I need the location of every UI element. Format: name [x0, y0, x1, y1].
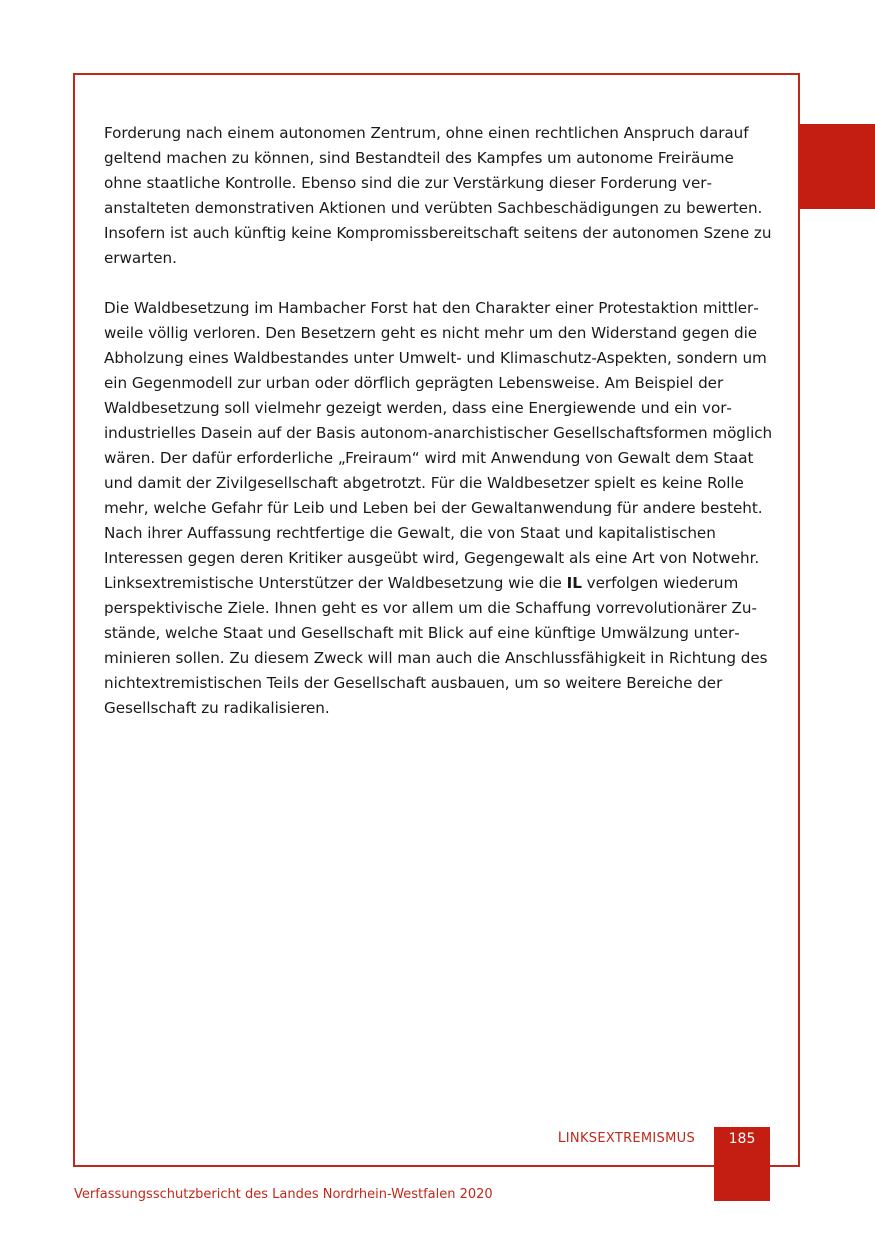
chapter-tab-marker [799, 124, 875, 209]
footer-publication-title: Verfassungsschutzbericht des Landes Nordrhein-Westfalen 2020 [74, 1187, 493, 1202]
section-label [558, 1130, 695, 1146]
section-label-initial: L [557, 1130, 566, 1146]
paragraph-2 [104, 296, 776, 721]
section-label-rest: INKSEXTREMISMUS [565, 1131, 695, 1146]
paragraph-2-part-2: verfolgen wiederum perspektivische Ziele. Ihnen geht es vor allem um die Schaffung vorrevolutionärer Zustände, welche Staat und Gesellschaft mit Blick auf eine künftige Umwälzung unterminieren sollen. Zu diesem Zweck will man auch die Anschlussfähigkeit in Richtung des nichtextremistischen Teils der Gesellschaft ausbauen, um so weitere Bereiche der Gesellschaft zu radikalisieren. [104, 574, 768, 717]
page-number: 185 [728, 1131, 756, 1147]
paragraph-1: Forderung nach einem autonomen Zentrum, ohne einen rechtlichen Anspruch darauf geltend machen zu können, sind Bestandteil des Kampfes um autonome Freiräume ohne staatliche Kontrolle. Ebenso sind die zur Verstärkung dieser Forderung veranstalteten demonstrativen Aktionen und verübten Sachbeschädigungen zu bewerten. Insofern ist auch künftig keine Kompromissbereitschaft seitens der autonomen Szene zu erwarten. [104, 124, 772, 267]
paragraph-2-part-1: Die Waldbesetzung im Hambacher Forst hat den Charakter einer Protestaktion mittlerweile völlig verloren. Den Besetzern geht es nicht mehr um den Widerstand gegen die Abholzung eines Waldbestandes unter Umwelt- und Klimaschutz-Aspekten, sondern um ein Gegenmodell zur urban oder dörflich geprägten Lebensweise. Am Beispiel der Waldbesetzung soll vielmehr gezeigt werden, dass eine Energiewende und ein vorindustrielles Dasein auf der Basis autonom-anarchistischer Gesellschaftsformen möglich wären. Der dafür erforderliche „Freiraum“ wird mit Anwendung von Gewalt dem Staat und damit der Zivilgesellschaft abgetrotzt. Für die Waldbesetzer spielt es keine Rolle mehr, welche Gefahr für Leib und Leben bei der Gewaltanwendung für andere besteht. Nach ihrer Auffassung rechtfertige die Gewalt, die von Staat und kapitalistischen Interessen gegen deren Kritiker ausgeübt wird, Gegengewalt als eine Art von Notwehr. Linksextremistische Unterstützer der Waldbesetzung wie die [104, 299, 773, 592]
body-text [104, 121, 776, 746]
page-number-box [714, 1127, 770, 1201]
bold-abbreviation: IL [566, 574, 582, 592]
